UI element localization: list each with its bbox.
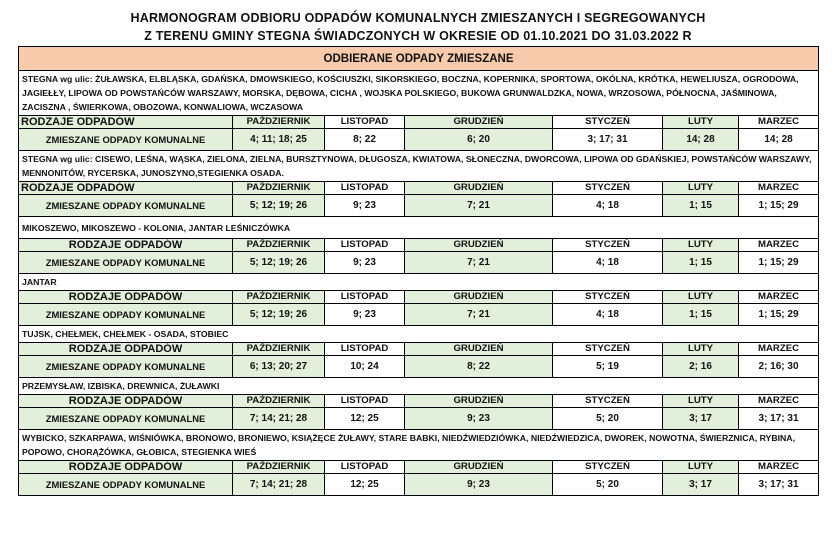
month-header: LUTY — [663, 116, 739, 129]
month-header: STYCZEŃ — [553, 343, 663, 356]
month-header: MARZEC — [739, 395, 819, 408]
month-header: LISTOPAD — [325, 116, 405, 129]
street-list: WYBICKO, SZKARPAWA, WIŚNIÓWKA, BRONOWO, BRONIEWO, KSIĄŻĘCE ŻUŁAWY, STARE BABKI, NIEDŹWIEDZIÓWKA, NIEDŹWIEDZICA, DWOREK, NOWOTNA, ŚWIERZNICA, RYBINA, POPOWO, CHORĄŻÓWKA, GŁOBICA, STEGIENKA WIEŚ — [19, 430, 819, 461]
collection-dates: 1; 15 — [663, 252, 739, 274]
collection-dates: 2; 16; 30 — [739, 356, 819, 378]
month-header: MARZEC — [739, 291, 819, 304]
month-header: LUTY — [663, 182, 739, 195]
month-header: PAŹDZIERNIK — [233, 343, 325, 356]
schedule-table — [18, 46, 819, 496]
month-header: PAŹDZIERNIK — [233, 239, 325, 252]
month-header: PAŹDZIERNIK — [233, 182, 325, 195]
month-header: GRUDZIEŃ — [405, 116, 553, 129]
waste-type-label: ZMIESZANE ODPADY KOMUNALNE — [19, 195, 233, 217]
collection-dates: 1; 15; 29 — [739, 304, 819, 326]
document-title-line-1: HARMONOGRAM ODBIORU ODPADÓW KOMUNALNYCH ZMIESZANYCH I SEGREGOWANYCH — [130, 11, 706, 25]
waste-type-header: RODZAJE ODPADÓW — [19, 395, 233, 408]
collection-dates: 5; 19 — [553, 356, 663, 378]
collection-dates: 8; 22 — [405, 356, 553, 378]
month-header: GRUDZIEŃ — [405, 291, 553, 304]
collection-dates: 5; 20 — [553, 474, 663, 496]
collection-dates: 3; 17; 31 — [739, 474, 819, 496]
collection-dates: 4; 18 — [553, 252, 663, 274]
month-header: LISTOPAD — [325, 343, 405, 356]
month-header: STYCZEŃ — [553, 461, 663, 474]
month-header: LUTY — [663, 343, 739, 356]
month-header: PAŹDZIERNIK — [233, 291, 325, 304]
month-header: LUTY — [663, 291, 739, 304]
month-header: STYCZEŃ — [553, 291, 663, 304]
waste-type-header: RODZAJE ODPADÓW — [19, 291, 233, 304]
collection-dates: 8; 22 — [325, 129, 405, 151]
month-header: MARZEC — [739, 182, 819, 195]
month-header: MARZEC — [739, 461, 819, 474]
month-header: LUTY — [663, 395, 739, 408]
month-header: PAŹDZIERNIK — [233, 116, 325, 129]
waste-type-label: ZMIESZANE ODPADY KOMUNALNE — [19, 129, 233, 151]
month-header: STYCZEŃ — [553, 182, 663, 195]
waste-type-header: RODZAJE ODPADÓW — [19, 116, 233, 129]
collection-dates: 10; 24 — [325, 356, 405, 378]
month-header: GRUDZIEŃ — [405, 461, 553, 474]
month-header: MARZEC — [739, 116, 819, 129]
month-header: LISTOPAD — [325, 182, 405, 195]
collection-dates: 3; 17 — [663, 474, 739, 496]
street-list: TUJSK, CHEŁMEK, CHEŁMEK - OSADA, STOBIEC — [19, 326, 819, 343]
month-header: GRUDZIEŃ — [405, 395, 553, 408]
collection-dates: 9; 23 — [325, 252, 405, 274]
collection-dates: 4; 11; 18; 25 — [233, 129, 325, 151]
waste-type-label: ZMIESZANE ODPADY KOMUNALNE — [19, 356, 233, 378]
street-list: JANTAR — [19, 274, 819, 291]
collection-dates: 7; 14; 21; 28 — [233, 474, 325, 496]
collection-dates: 7; 21 — [405, 304, 553, 326]
collection-dates: 9; 23 — [405, 474, 553, 496]
collection-dates: 9; 23 — [325, 304, 405, 326]
collection-dates: 6; 13; 20; 27 — [233, 356, 325, 378]
month-header: GRUDZIEŃ — [405, 182, 553, 195]
collection-dates: 14; 28 — [663, 129, 739, 151]
collection-dates: 1; 15; 29 — [739, 252, 819, 274]
collection-dates: 9; 23 — [405, 408, 553, 430]
collection-dates: 3; 17; 31 — [553, 129, 663, 151]
street-list: PRZEMYSŁAW, IZBISKA, DREWNICA, ŻUŁAWKI — [19, 378, 819, 395]
waste-type-label: ZMIESZANE ODPADY KOMUNALNE — [19, 408, 233, 430]
collection-dates: 12; 25 — [325, 408, 405, 430]
collection-dates: 6; 20 — [405, 129, 553, 151]
month-header: MARZEC — [739, 343, 819, 356]
month-header: LISTOPAD — [325, 239, 405, 252]
month-header: PAŹDZIERNIK — [233, 461, 325, 474]
month-header: GRUDZIEŃ — [405, 239, 553, 252]
month-header: LISTOPAD — [325, 291, 405, 304]
collection-dates: 5; 12; 19; 26 — [233, 304, 325, 326]
month-header: LISTOPAD — [325, 395, 405, 408]
collection-dates: 14; 28 — [739, 129, 819, 151]
month-header: GRUDZIEŃ — [405, 343, 553, 356]
collection-dates: 7; 21 — [405, 252, 553, 274]
collection-dates: 1; 15 — [663, 304, 739, 326]
month-header: STYCZEŃ — [553, 395, 663, 408]
collection-dates: 1; 15 — [663, 195, 739, 217]
collection-dates: 9; 23 — [325, 195, 405, 217]
collection-dates: 12; 25 — [325, 474, 405, 496]
month-header: STYCZEŃ — [553, 116, 663, 129]
street-list: STEGNA wg ulic: CISEWO, LEŚNA, WĄSKA, ZIELONA, ZIELNA, BURSZTYNOWA, DŁUGOSZA, KWIATOWA, SŁONECZNA, DWORCOWA, LIPOWA OD GDAŃSKIEJ, POWSTAŃCÓW WARSZAWY, MENNONITÓW, RYCERSKA, JUNOSZYNO,STEGIENKA OSADA. — [19, 151, 819, 182]
collection-dates: 2; 16 — [663, 356, 739, 378]
street-list: MIKOSZEWO, MIKOSZEWO - KOLONIA, JANTAR LEŚNICZÓWKA — [19, 217, 819, 239]
month-header: PAŹDZIERNIK — [233, 395, 325, 408]
waste-type-header: RODZAJE ODPADÓW — [19, 182, 233, 195]
street-list: STEGNA wg ulic: ŻUŁAWSKA, ELBLĄSKA, GDAŃSKA, DMOWSKIEGO, KOŚCIUSZKI, SIKORSKIEGO, BOCZNA, KOPERNIKA, SPORTOWA, OKÓLNA, KRÓTKA, HEWELIUSZA, OGRODOWA, JAGIEŁŁY, LIPOWA OD POWSTAŃCÓW WARSZAWY, MORSKA, DĘBOWA, CICHA , WOJSKA POLSKIEGO, BUKOWA GRUNWALDZKA, NOWA, WRZOSOWA, PÓŁNOCNA, JAŚMINOWA, ZACISZNA , ŚWIERKOWA, OBOZOWA, KONWALIOWA, WCZASOWA — [19, 71, 819, 116]
waste-type-label: ZMIESZANE ODPADY KOMUNALNE — [19, 252, 233, 274]
waste-type-label: ZMIESZANE ODPADY KOMUNALNE — [19, 474, 233, 496]
collection-dates: 7; 21 — [405, 195, 553, 217]
waste-type-header: RODZAJE ODPADÓW — [19, 239, 233, 252]
collection-dates: 7; 14; 21; 28 — [233, 408, 325, 430]
waste-type-header: RODZAJE ODPADÓW — [19, 343, 233, 356]
waste-type-header: RODZAJE ODPADÓW — [19, 461, 233, 474]
collection-dates: 5; 12; 19; 26 — [233, 195, 325, 217]
collection-dates: 4; 18 — [553, 304, 663, 326]
collection-dates: 5; 20 — [553, 408, 663, 430]
month-header: LUTY — [663, 461, 739, 474]
document-title-line-2: Z TERENU GMINY STEGNA ŚWIADCZONYCH W OKRESIE OD 01.10.2021 DO 31.03.2022 R — [144, 29, 692, 43]
collection-dates: 1; 15; 29 — [739, 195, 819, 217]
month-header: LISTOPAD — [325, 461, 405, 474]
collection-dates: 3; 17; 31 — [739, 408, 819, 430]
collection-dates: 3; 17 — [663, 408, 739, 430]
waste-type-label: ZMIESZANE ODPADY KOMUNALNE — [19, 304, 233, 326]
month-header: LUTY — [663, 239, 739, 252]
section-header: ODBIERANE ODPADY ZMIESZANE — [19, 47, 819, 71]
collection-dates: 4; 18 — [553, 195, 663, 217]
month-header: STYCZEŃ — [553, 239, 663, 252]
collection-dates: 5; 12; 19; 26 — [233, 252, 325, 274]
month-header: MARZEC — [739, 239, 819, 252]
